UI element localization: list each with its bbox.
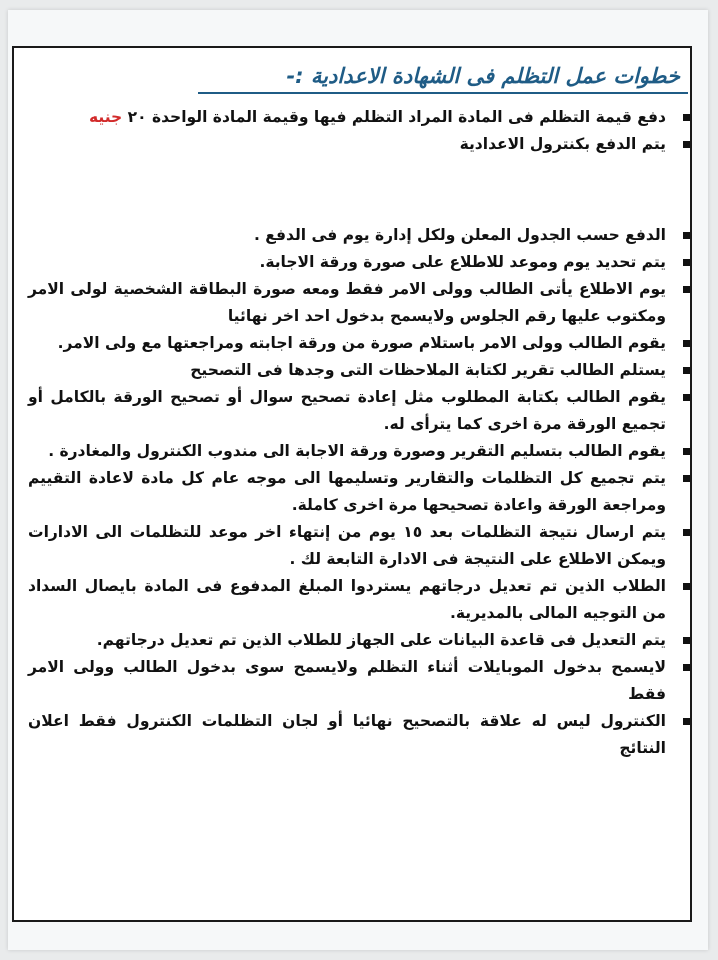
list-item xyxy=(28,438,692,465)
list-item xyxy=(28,330,692,357)
list-item-text: يوم الاطلاع يأتى الطالب وولى الامر فقط ومعه صورة البطاقة الشخصية لولى الامر ومكتوب عليها رقم الجلوس ولايسمح بدخول احد اخر نهائيا xyxy=(28,280,666,325)
list-item-text: يتم الدفع بكنترول الاعدادية xyxy=(459,135,666,153)
list-item-text: يقوم الطالب وولى الامر باستلام صورة من ورقة اجابته ومراجعتها مع ولى الامر. xyxy=(57,334,666,352)
list-item xyxy=(28,357,692,384)
list-item xyxy=(28,708,692,762)
bullet-icon xyxy=(683,232,690,239)
list-item-text: لايسمح بدخول الموبايلات أثناء التظلم ولايسمح سوى بدخول الطالب وولى الامر فقط xyxy=(28,658,666,703)
list-item-text: يتم التعديل فى قاعدة البيانات على الجهاز للطلاب الذين تم تعديل درجاتهم. xyxy=(96,631,666,649)
list-item xyxy=(28,573,692,627)
list-item xyxy=(28,654,692,708)
bullet-icon xyxy=(683,340,690,347)
list-item-text: الكنترول ليس له علاقة بالتصحيح نهائيا أو لجان التظلمات الكنترول فقط اعلان النتائج xyxy=(28,712,666,757)
list-item-text: يتم تحديد يوم وموعد للاطلاع على صورة ورقة الاجابة. xyxy=(259,253,666,271)
list-item-text: دفع قيمة التظلم فى المادة المراد التظلم فيها وقيمة المادة الواحدة ٢٠ xyxy=(127,108,666,126)
list-item-text: يقوم الطالب بتسليم التقرير وصورة ورقة الاجابة الى مندوب الكنترول والمغادرة . xyxy=(48,442,666,460)
list-item-text: يستلم الطالب تقرير لكتابة الملاحظات التى وجدها فى التصحيح xyxy=(190,361,666,379)
list-item xyxy=(28,276,692,330)
list-item xyxy=(28,465,692,519)
list-item-text: يتم ارسال نتيجة التظلمات بعد ١٥ يوم من إنتهاء اخر موعد للتظلمات الى الادارات ويمكن الاطلاع على النتيجة فى الادارة التابعة لك . xyxy=(28,523,667,568)
bullet-icon xyxy=(683,394,690,401)
bullet-icon xyxy=(683,529,690,536)
steps-list xyxy=(28,104,692,762)
bullet-icon xyxy=(683,448,690,455)
bullet-icon xyxy=(683,475,690,482)
list-item xyxy=(28,519,692,573)
list-item xyxy=(28,249,692,276)
title-underline xyxy=(198,92,688,94)
currency-highlight: جنيه xyxy=(89,108,123,126)
list-item xyxy=(28,384,692,438)
list-item-text: الطلاب الذين تم تعديل درجاتهم يستردوا المبلغ المدفوع فى المادة بايصال السداد من التوجيه المالى بالمديرية. xyxy=(28,577,666,622)
list-item-text: الدفع حسب الجدول المعلن ولكل إدارة يوم فى الدفع . xyxy=(253,226,666,244)
bullet-icon xyxy=(683,637,690,644)
list-item-text: يتم تجميع كل التظلمات والتقارير وتسليمها الى موجه عام كل مادة لاعادة التقييم ومراجعة الورقة واعادة تصحيحها مرة اخرى كاملة. xyxy=(28,469,666,514)
bullet-icon xyxy=(683,114,690,121)
list-item xyxy=(28,627,692,654)
bullet-icon xyxy=(683,141,690,148)
bullet-icon xyxy=(683,367,690,374)
bullet-icon xyxy=(683,718,690,725)
bullet-icon xyxy=(683,583,690,590)
list-item-text: يقوم الطالب بكتابة المطلوب مثل إعادة تصحيح سوال أو تصحيح الورقة بالكامل أو تجميع الورقة مرة اخرى كما يترأى له. xyxy=(28,388,666,433)
bullet-icon xyxy=(683,664,690,671)
spacer xyxy=(28,158,692,222)
list-item xyxy=(28,104,692,131)
page-title: خطوات عمل التظلم فى الشهادة الاعدادية :- xyxy=(286,64,680,88)
list-item xyxy=(28,222,692,249)
list-item xyxy=(28,131,692,158)
bullet-icon xyxy=(683,286,690,293)
bullet-icon xyxy=(683,259,690,266)
